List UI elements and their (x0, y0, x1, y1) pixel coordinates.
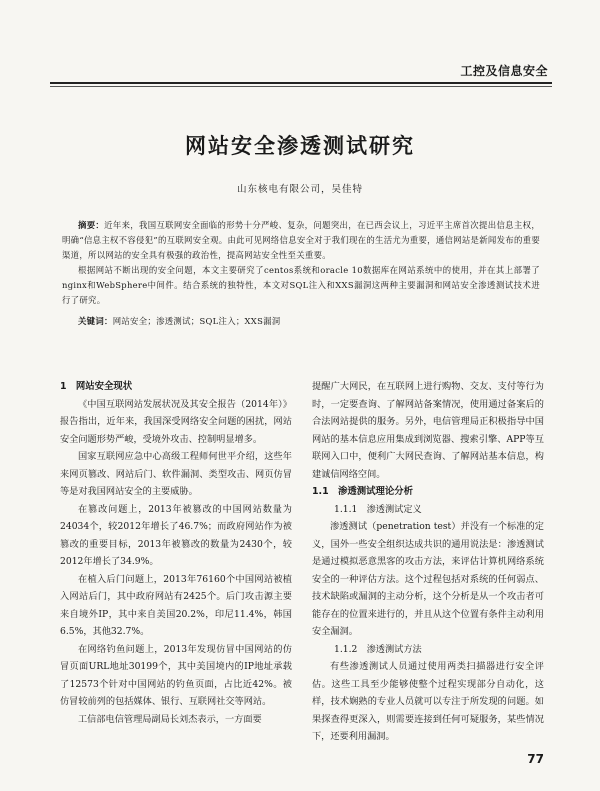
left-paragraph-3: 在篡改问题上，2013年被篡改的中国网站数量为24034个，较2012年增长了46.7%；而政府网站作为被篡改的重要目标，2013年被篡改的数量为2430个，较2012年增长了34.9%。 (60, 503, 292, 567)
page-number: 77 (527, 752, 544, 766)
subsection-heading-1-1-1: 1.1.1 渗透测试定义 (334, 503, 422, 515)
right-paragraph-3: 有些渗透测试人员通过使用两类扫描器进行安全评估。这些工具至少能够使整个过程实现部分自动化，这样，技术娴熟的专业人员就可以专注于所发现的问题。如果探查得更深入，则需要连接到任何可疑服务，某些情况下，还要利用漏洞。 (312, 661, 544, 742)
abstract-text-1: 近年来，我国互联网安全面临的形势十分严峻、复杂，问题突出，在已西会议上，习近平主席首次提出信息主权，明确“信息主权不容侵犯”的互联网安全观。由此可见网络信息安全对于我们现在的生活尤为重要，通信网站是新闻发布的重要渠道，所以网站的安全具有极强的政治性，提高网站安全性至关重要。 (62, 220, 540, 260)
left-paragraph-2: 国家互联网应急中心高级工程师何世平介绍，这些年来网页篡改、网站后门、软件漏洞、类型攻击、网页仿冒等是对我国网站安全的主要威胁。 (60, 451, 292, 497)
right-paragraph-1: 提醒广大网民，在互联网上进行购物、交友、支付等行为时，一定要查询、了解网站备案情况，使用通过备案后的合法网站提供的服务。另外，电信管理局正积极指导中国网站的基本信息应用集成到浏览器、搜索引擎、APP等互联网入口中，便利广大网民查询、了解网站基本信息，构建诚信网络空间。 (312, 381, 544, 480)
left-paragraph-6: 工信部电信管理局副局长刘杰表示，一方面要 (78, 713, 262, 725)
left-paragraph-4: 在植入后门问题上，2013年76160个中国网站被植入网站后门，其中政府网站有2425个。后门攻击源主要来自境外IP，其中来自美国20.2%，印尼11.4%，韩国6.5%，其他32.7%。 (60, 573, 292, 637)
abstract-label: 摘要： (78, 220, 105, 230)
abstract-paragraph-1 (62, 218, 540, 263)
keywords-line (62, 314, 540, 329)
keywords-label: 关键词： (78, 316, 113, 326)
right-column (312, 378, 544, 746)
right-paragraph-2: 渗透测试（penetration test）并没有一个标准的定义，国外一些安全组织达成共识的通用说法是：渗透测试是通过模拟恶意黑客的攻击方法，来评估计算机网络系统安全的一种评估方法。这个过程包括对系统的任何弱点、技术缺陷或漏洞的主动分析，这个分析是从一个攻击者可能存在的位置来进行的，并且从这个位置有条件主动利用安全漏洞。 (312, 521, 544, 637)
abstract-block (62, 218, 540, 329)
subsection-heading-1-1-2: 1.1.2 渗透测试方法 (334, 643, 422, 655)
author-line: 山东核电有限公司，吴佳特 (236, 184, 363, 195)
left-column (60, 378, 292, 728)
section-heading-1: 1 网站安全现状 (60, 381, 133, 392)
left-paragraph-5: 在网络钓鱼问题上，2013年发现仿冒中国网站的仿冒页面URL地址30199个，其中美国境内的IP地址承载了12573个针对中国网站的钓鱼页面，占比近42%。被仿冒较前列的包括媒体、银行、互联网社交等网站。 (60, 643, 292, 707)
section-label: 工控及信息安全 (460, 64, 548, 78)
abstract-paragraph-2: 根据网站不断出现的安全问题，本文主要研究了centos系统和oracle 10数据库在网站系统中的使用，并在其上部署了nginx和WebSphere中间件。结合系统的独特性，本文对SQL注入和XXS漏洞这两种主要漏洞和网站安全渗透测试技术进行了研究。 (62, 265, 540, 305)
keywords-text: 网站安全；渗透测试；SQL注入；XXS漏洞 (112, 316, 281, 326)
header-rule-thin (50, 86, 552, 87)
left-paragraph-1: 《中国互联网站发展状况及其安全报告（2014年）》报告指出，近年来，我国深受网络安全问题的困扰，网站安全问题形势严峻，受境外攻击、控制明显增多。 (60, 398, 292, 445)
article-title: 网站安全渗透测试研究 (185, 134, 415, 158)
header-rule (50, 82, 552, 84)
subsection-heading-1-1: 1.1 渗透测试理论分析 (312, 486, 413, 497)
